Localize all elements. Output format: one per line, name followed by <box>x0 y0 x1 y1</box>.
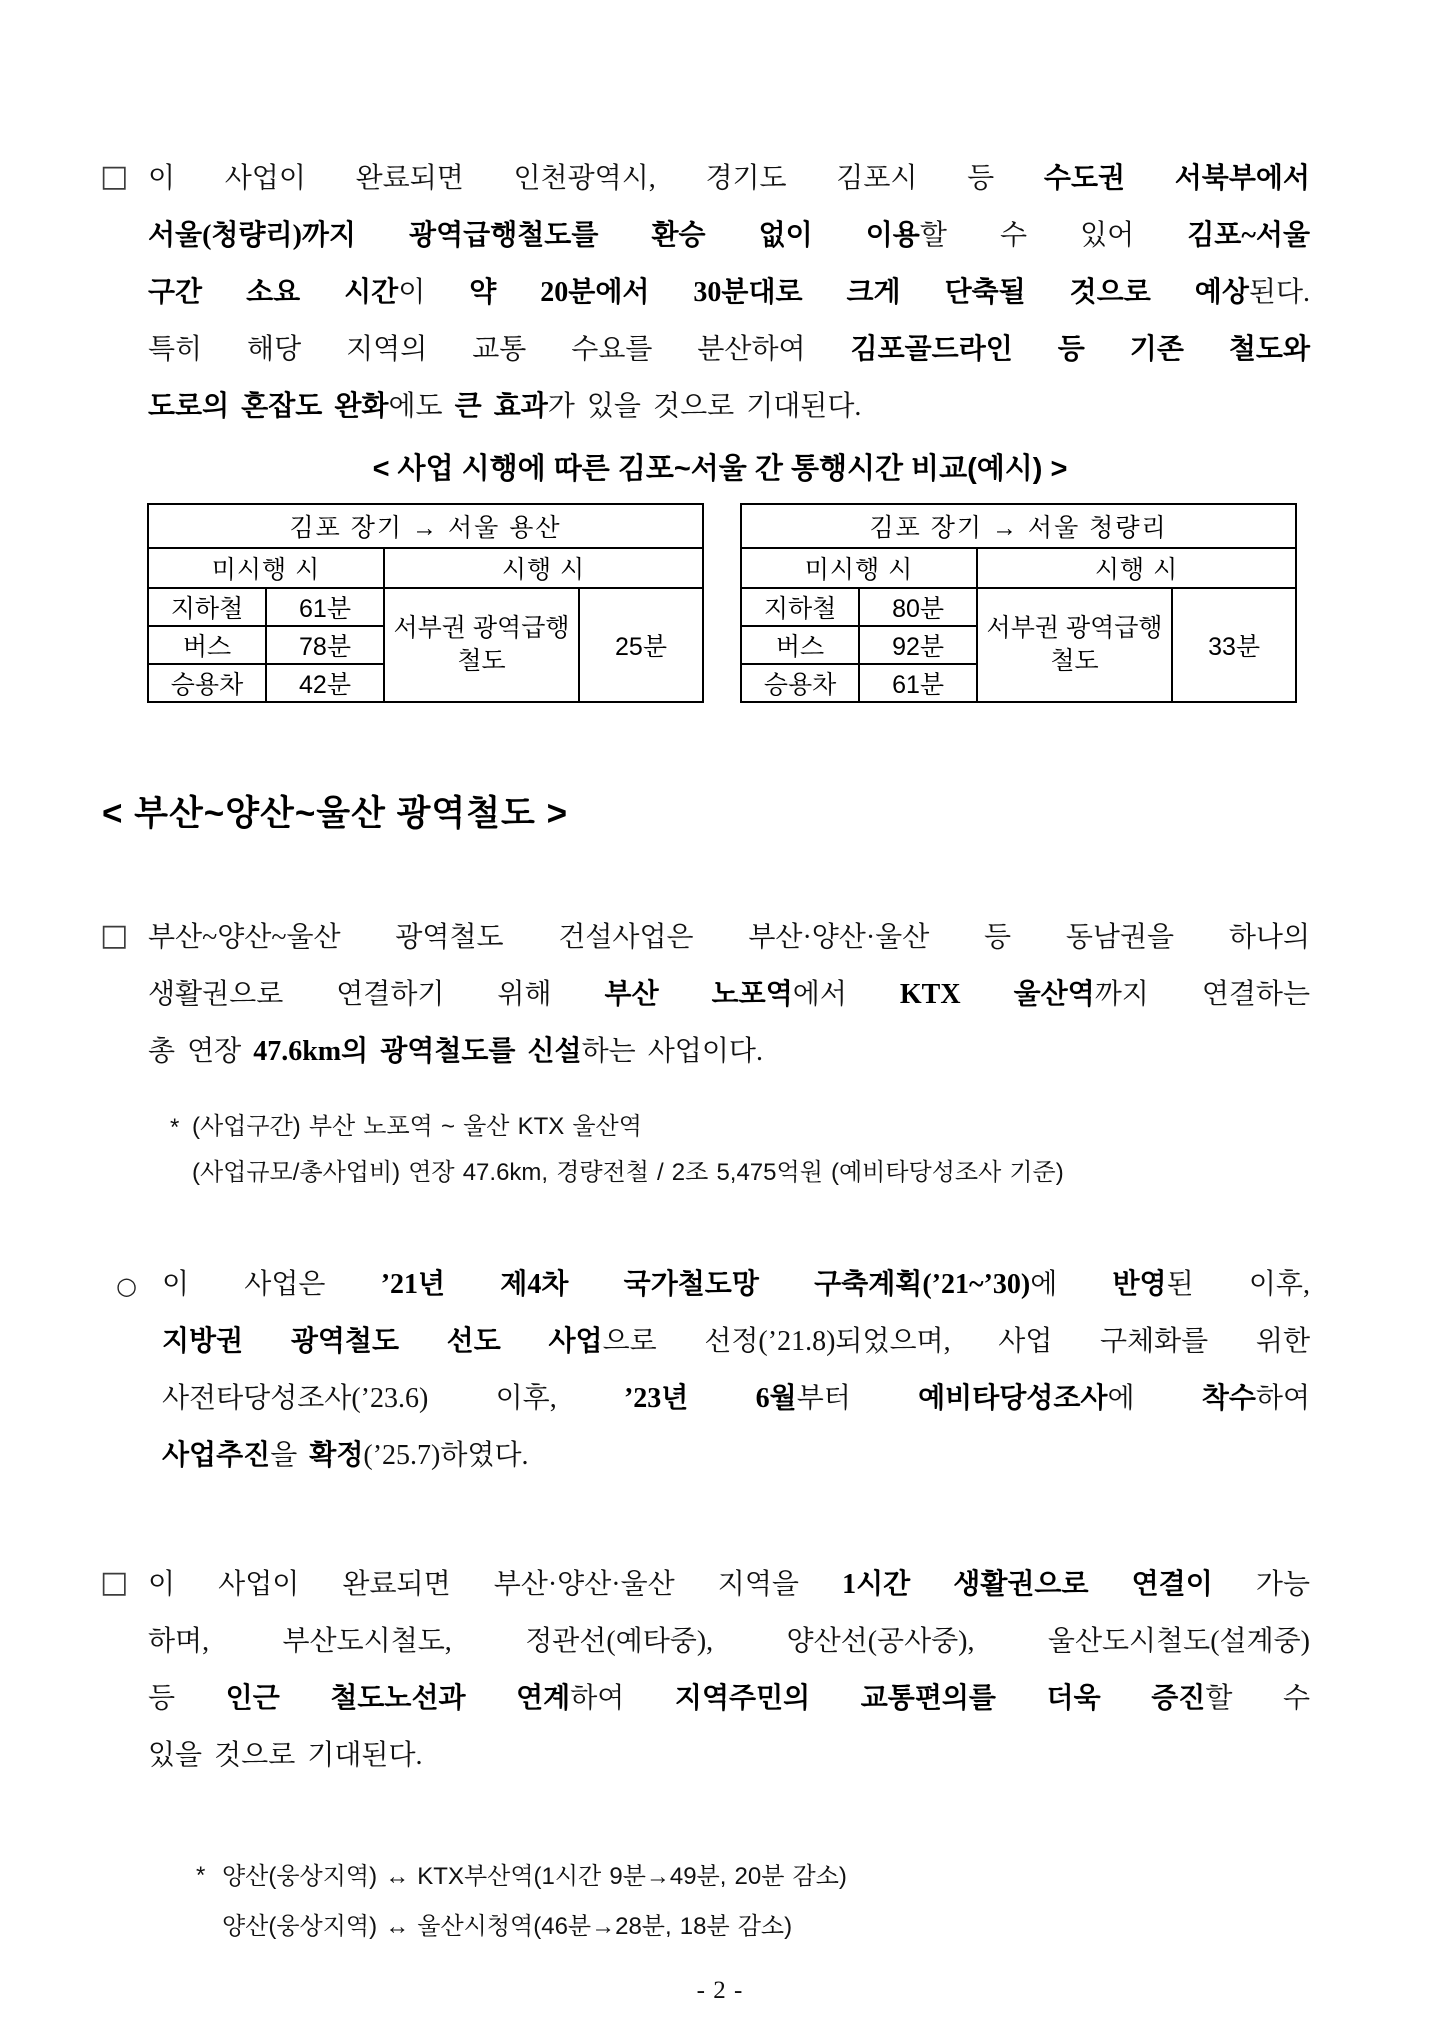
bold-text-run: 김포골드라인 등 기존 철도와 <box>850 334 1310 365</box>
text-line <box>148 321 1310 378</box>
paragraph-gimpo-seoul-effect <box>100 150 1310 435</box>
text-run: 할 수 있어 <box>919 220 1188 251</box>
bold-text-run: 부산 노포역 <box>604 979 793 1010</box>
text-line <box>192 1104 1300 1150</box>
text-run: 양산(웅상지역) ↔ 울산시청역(46분→28분, 18분 감소) <box>222 1913 793 1940</box>
text-line <box>222 1852 1300 1902</box>
text-run: 에도 <box>388 391 455 422</box>
text-line <box>148 264 1310 321</box>
footnote-travel-time-examples <box>196 1852 1300 1952</box>
col-header-before: 미시행 시 <box>148 548 384 588</box>
merged-time-cell: 25분 <box>579 588 703 702</box>
text-run: 에 <box>1107 1383 1202 1414</box>
table-title: 김포 장기 → 서울 청량리 <box>741 504 1296 548</box>
bold-text-run: 큰 효과 <box>454 391 548 422</box>
asterisk-bullet: * <box>170 1114 180 1141</box>
bold-text-run: 1시간 생활권으로 연결이 <box>842 1569 1213 1600</box>
bold-text-run: 지역주민의 교통편의를 더욱 증진 <box>674 1683 1206 1714</box>
text-run: 된 이후, <box>1166 1269 1310 1300</box>
bold-text-run: 약 20분에서 30분대로 크게 단축될 것으로 예상 <box>469 277 1249 308</box>
table-gimpo-cheongnyangni <box>740 503 1297 703</box>
travel-time-tables <box>147 503 1440 703</box>
asterisk-bullet: * <box>196 1862 206 1889</box>
col-header-after: 시행 시 <box>384 548 703 588</box>
text-run: 가능 <box>1212 1569 1310 1600</box>
text-line <box>148 1023 1310 1080</box>
text-run: 이 사업이 완료되면 부산·양산·울산 지역을 <box>148 1569 843 1600</box>
merged-route-cell: 서부권 광역급행철도 <box>384 588 579 702</box>
text-line <box>222 1902 1300 1952</box>
bold-text-run: ’23년 6월 <box>623 1383 797 1414</box>
bold-text-run: 반영 <box>1112 1269 1167 1300</box>
text-line <box>148 1670 1310 1727</box>
bold-text-run: 수도권 서북부에서 <box>1043 163 1310 194</box>
circle-bullet: ○ <box>116 1272 137 1300</box>
text-run: 이 사업은 <box>162 1269 381 1300</box>
mode-cell: 승용차 <box>741 664 859 702</box>
text-line <box>148 1556 1310 1613</box>
text-run: (’25.7)하였다. <box>363 1440 529 1471</box>
text-line <box>148 966 1310 1023</box>
text-run: 이 <box>398 277 470 308</box>
text-run: 부터 <box>796 1383 919 1414</box>
text-run: 등 <box>148 1683 226 1714</box>
text-line <box>148 909 1310 966</box>
text-run: 하는 사업이다. <box>581 1036 763 1067</box>
mode-cell: 지하철 <box>741 588 859 626</box>
text-line <box>162 1256 1310 1313</box>
mode-cell: 승용차 <box>148 664 266 702</box>
text-run: 에 <box>1030 1269 1113 1300</box>
time-cell: 61분 <box>266 588 384 626</box>
page-number: - 2 - <box>696 1977 744 2004</box>
text-run: 생활권으로 연결하기 위해 <box>148 979 605 1010</box>
text-line <box>162 1427 1310 1484</box>
text-line <box>162 1370 1310 1427</box>
bold-text-run: ’21년 제4차 국가철도망 구축계획(’21~’30) <box>380 1269 1031 1300</box>
mode-cell: 버스 <box>148 626 266 664</box>
time-cell: 92분 <box>859 626 977 664</box>
bold-text-run: 도로의 혼잡도 완화 <box>148 391 389 422</box>
text-line <box>192 1150 1300 1196</box>
bold-text-run: 김포~서울 <box>1187 220 1310 251</box>
text-run: 가 있을 것으로 기대된다. <box>547 391 862 422</box>
footnote-project-details <box>170 1104 1300 1196</box>
paragraph-project-history <box>116 1256 1310 1484</box>
text-run: 에서 <box>792 979 900 1010</box>
time-cell: 80분 <box>859 588 977 626</box>
square-bullet: □ <box>100 918 129 953</box>
table-caption: < 사업 시행에 따른 김포~서울 간 통행시간 비교(예시) > <box>372 453 1068 485</box>
text-line <box>148 150 1310 207</box>
text-run: 하여 <box>1255 1383 1310 1414</box>
text-run: (사업구간) 부산 노포역 ~ 울산 KTX 울산역 <box>192 1113 642 1140</box>
paragraph-expected-effects <box>100 1556 1310 1784</box>
time-cell: 78분 <box>266 626 384 664</box>
table-title: 김포 장기 → 서울 용산 <box>148 504 703 548</box>
text-run: 된다. <box>1248 277 1311 308</box>
text-line <box>162 1313 1310 1370</box>
bold-text-run: KTX 울산역 <box>899 979 1095 1010</box>
text-line <box>148 1613 1310 1670</box>
time-cell: 61분 <box>859 664 977 702</box>
text-line <box>148 207 1310 264</box>
merged-route-cell: 서부권 광역급행철도 <box>977 588 1172 702</box>
bold-text-run: 지방권 광역철도 선도 사업 <box>162 1326 603 1357</box>
text-line <box>148 1727 1310 1784</box>
text-run: 하여 <box>570 1683 675 1714</box>
bold-text-run: 예비타당성조사 <box>918 1383 1108 1414</box>
section-heading-busan-yangsan-ulsan: < 부산~양산~울산 광역철도 > <box>102 794 569 833</box>
paragraph-project-overview <box>100 909 1310 1080</box>
text-run: 을 <box>270 1440 310 1471</box>
bold-text-run: 사업추진 <box>162 1440 271 1471</box>
merged-time-cell: 33분 <box>1172 588 1296 702</box>
text-run: 양산(웅상지역) ↔ KTX부산역(1시간 9분→49분, 20분 감소) <box>222 1863 847 1890</box>
text-run: 부산~양산~울산 광역철도 건설사업은 부산·양산·울산 등 동남권을 하나의 <box>148 922 1310 953</box>
col-header-after: 시행 시 <box>977 548 1296 588</box>
text-run: 하며, 부산도시철도, 정관선(예타중), 양산선(공사중), 울산도시철도(설계중) <box>148 1626 1310 1657</box>
text-run: (사업규모/총사업비) 연장 47.6km, 경량전철 / 2조 5,475억원 (예비타당성조사 기준) <box>192 1159 1064 1186</box>
col-header-before: 미시행 시 <box>741 548 977 588</box>
mode-cell: 지하철 <box>148 588 266 626</box>
text-run: 할 수 <box>1205 1683 1311 1714</box>
mode-cell: 버스 <box>741 626 859 664</box>
square-bullet: □ <box>100 159 129 194</box>
bold-text-run: 47.6km의 광역철도를 신설 <box>253 1036 582 1067</box>
bold-text-run: 서울(청량리)까지 광역급행철도를 환승 없이 이용 <box>148 220 920 251</box>
text-run: 있을 것으로 기대된다. <box>148 1740 423 1771</box>
text-run: 사전타당성조사(’23.6) 이후, <box>162 1383 624 1414</box>
bold-text-run: 인근 철도노선과 연계 <box>225 1683 571 1714</box>
bold-text-run: 착수 <box>1201 1383 1256 1414</box>
table-gimpo-yongsan <box>147 503 704 703</box>
text-run: 으로 선정(’21.8)되었으며, 사업 구체화를 위한 <box>602 1326 1311 1357</box>
text-run: 총 연장 <box>148 1036 254 1067</box>
square-bullet: □ <box>100 1565 129 1600</box>
time-cell: 42분 <box>266 664 384 702</box>
text-line <box>148 378 1310 435</box>
bold-text-run: 구간 소요 시간 <box>148 277 399 308</box>
bold-text-run: 확정 <box>309 1440 364 1471</box>
text-run: 이 사업이 완료되면 인천광역시, 경기도 김포시 등 <box>148 163 1044 194</box>
text-run: 특히 해당 지역의 교통 수요를 분산하여 <box>148 334 851 365</box>
text-run: 까지 연결하는 <box>1094 979 1311 1010</box>
